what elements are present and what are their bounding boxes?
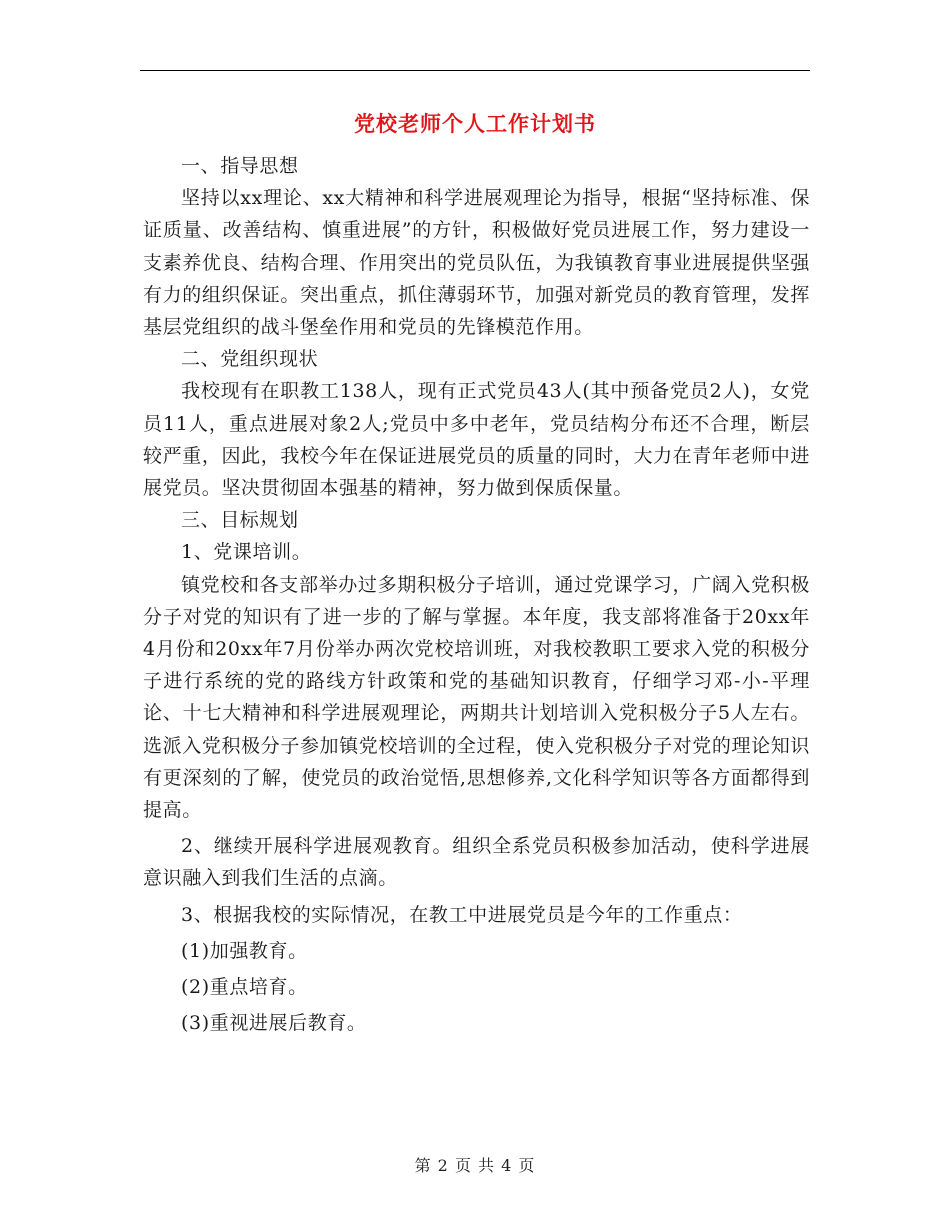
paragraph-guiding-ideology: 坚持以xx理论、xx大精神和科学进展观理论为指导，根据“坚持标准、保证质量、改善结构、慎重进展”的方针，积极做好党员进展工作，努力建设一支素养优良、结构合理、作用突出的党员队伍，为我镇教育事业进展提供坚强有力的组织保证。突出重点，抓住薄弱环节，加强对新党员的教育管理，发挥基层党组织的战斗堡垒作用和党员的先锋模范作用。 <box>143 187 810 339</box>
paragraph-science-education: 2、继续开展科学进展观教育。组织全系党员积极参加活动，使科学进展意识融入到我们生活的点滴。 <box>143 835 810 890</box>
paragraph-party-status: 我校现有在职教工138人，现有正式党员43人(其中预备党员2人)，女党员11人，重点进展对象2人;党员中多中老年，党员结构分布还不合理，断层较严重，因此，我校今年在保证进展党员的质量的同时，大力在青年老师中进展党员。坚决贯彻固本强基的精神，努力做到保质保量。 <box>143 380 810 500</box>
page-number-footer: 第 2 页 共 4 页 <box>414 1156 536 1175</box>
list-item-key-cultivation: (2)重点培育。 <box>181 976 308 999</box>
header-rule <box>140 70 810 71</box>
section-heading-guiding-ideology: 一、指导思想 <box>181 155 299 177</box>
item-heading-party-training: 1、党课培训。 <box>181 541 312 564</box>
section-heading-party-status: 二、党组织现状 <box>181 348 319 371</box>
paragraph-work-focus: 3、根据我校的实际情况，在教工中进展党员是今年的工作重点： <box>181 903 743 926</box>
paragraph-party-training: 镇党校和各支部举办过多期积极分子培训，通过党课学习，广阔入党积极分子对党的知识有了进一步的了解与掌握。本年度，我支部将准备于20xx年4月份和20xx年7月份举办两次党校培训班，对我校教职工要求入党的积极分子进行系统的党的路线方针政策和党的基础知识教育，仔细学习邓-小-平理论、十七大精神和科学进展观理论，两期共计划培训入党积极分子5人左右。选派入党积极分子参加镇党校培训的全过程，使入党积极分子对党的理论知识有更深刻的了解，使党员的政治觉悟,思想修养,文化科学知识等各方面都得到提高。 <box>143 573 810 822</box>
list-item-strengthen-education: (1)加强教育。 <box>181 939 308 962</box>
document-title: 党校老师个人工作计划书 <box>354 111 596 136</box>
list-item-post-education: (3)重视进展后教育。 <box>181 1012 367 1035</box>
document-body <box>143 150 810 1043</box>
section-heading-goals: 三、目标规划 <box>181 509 299 532</box>
